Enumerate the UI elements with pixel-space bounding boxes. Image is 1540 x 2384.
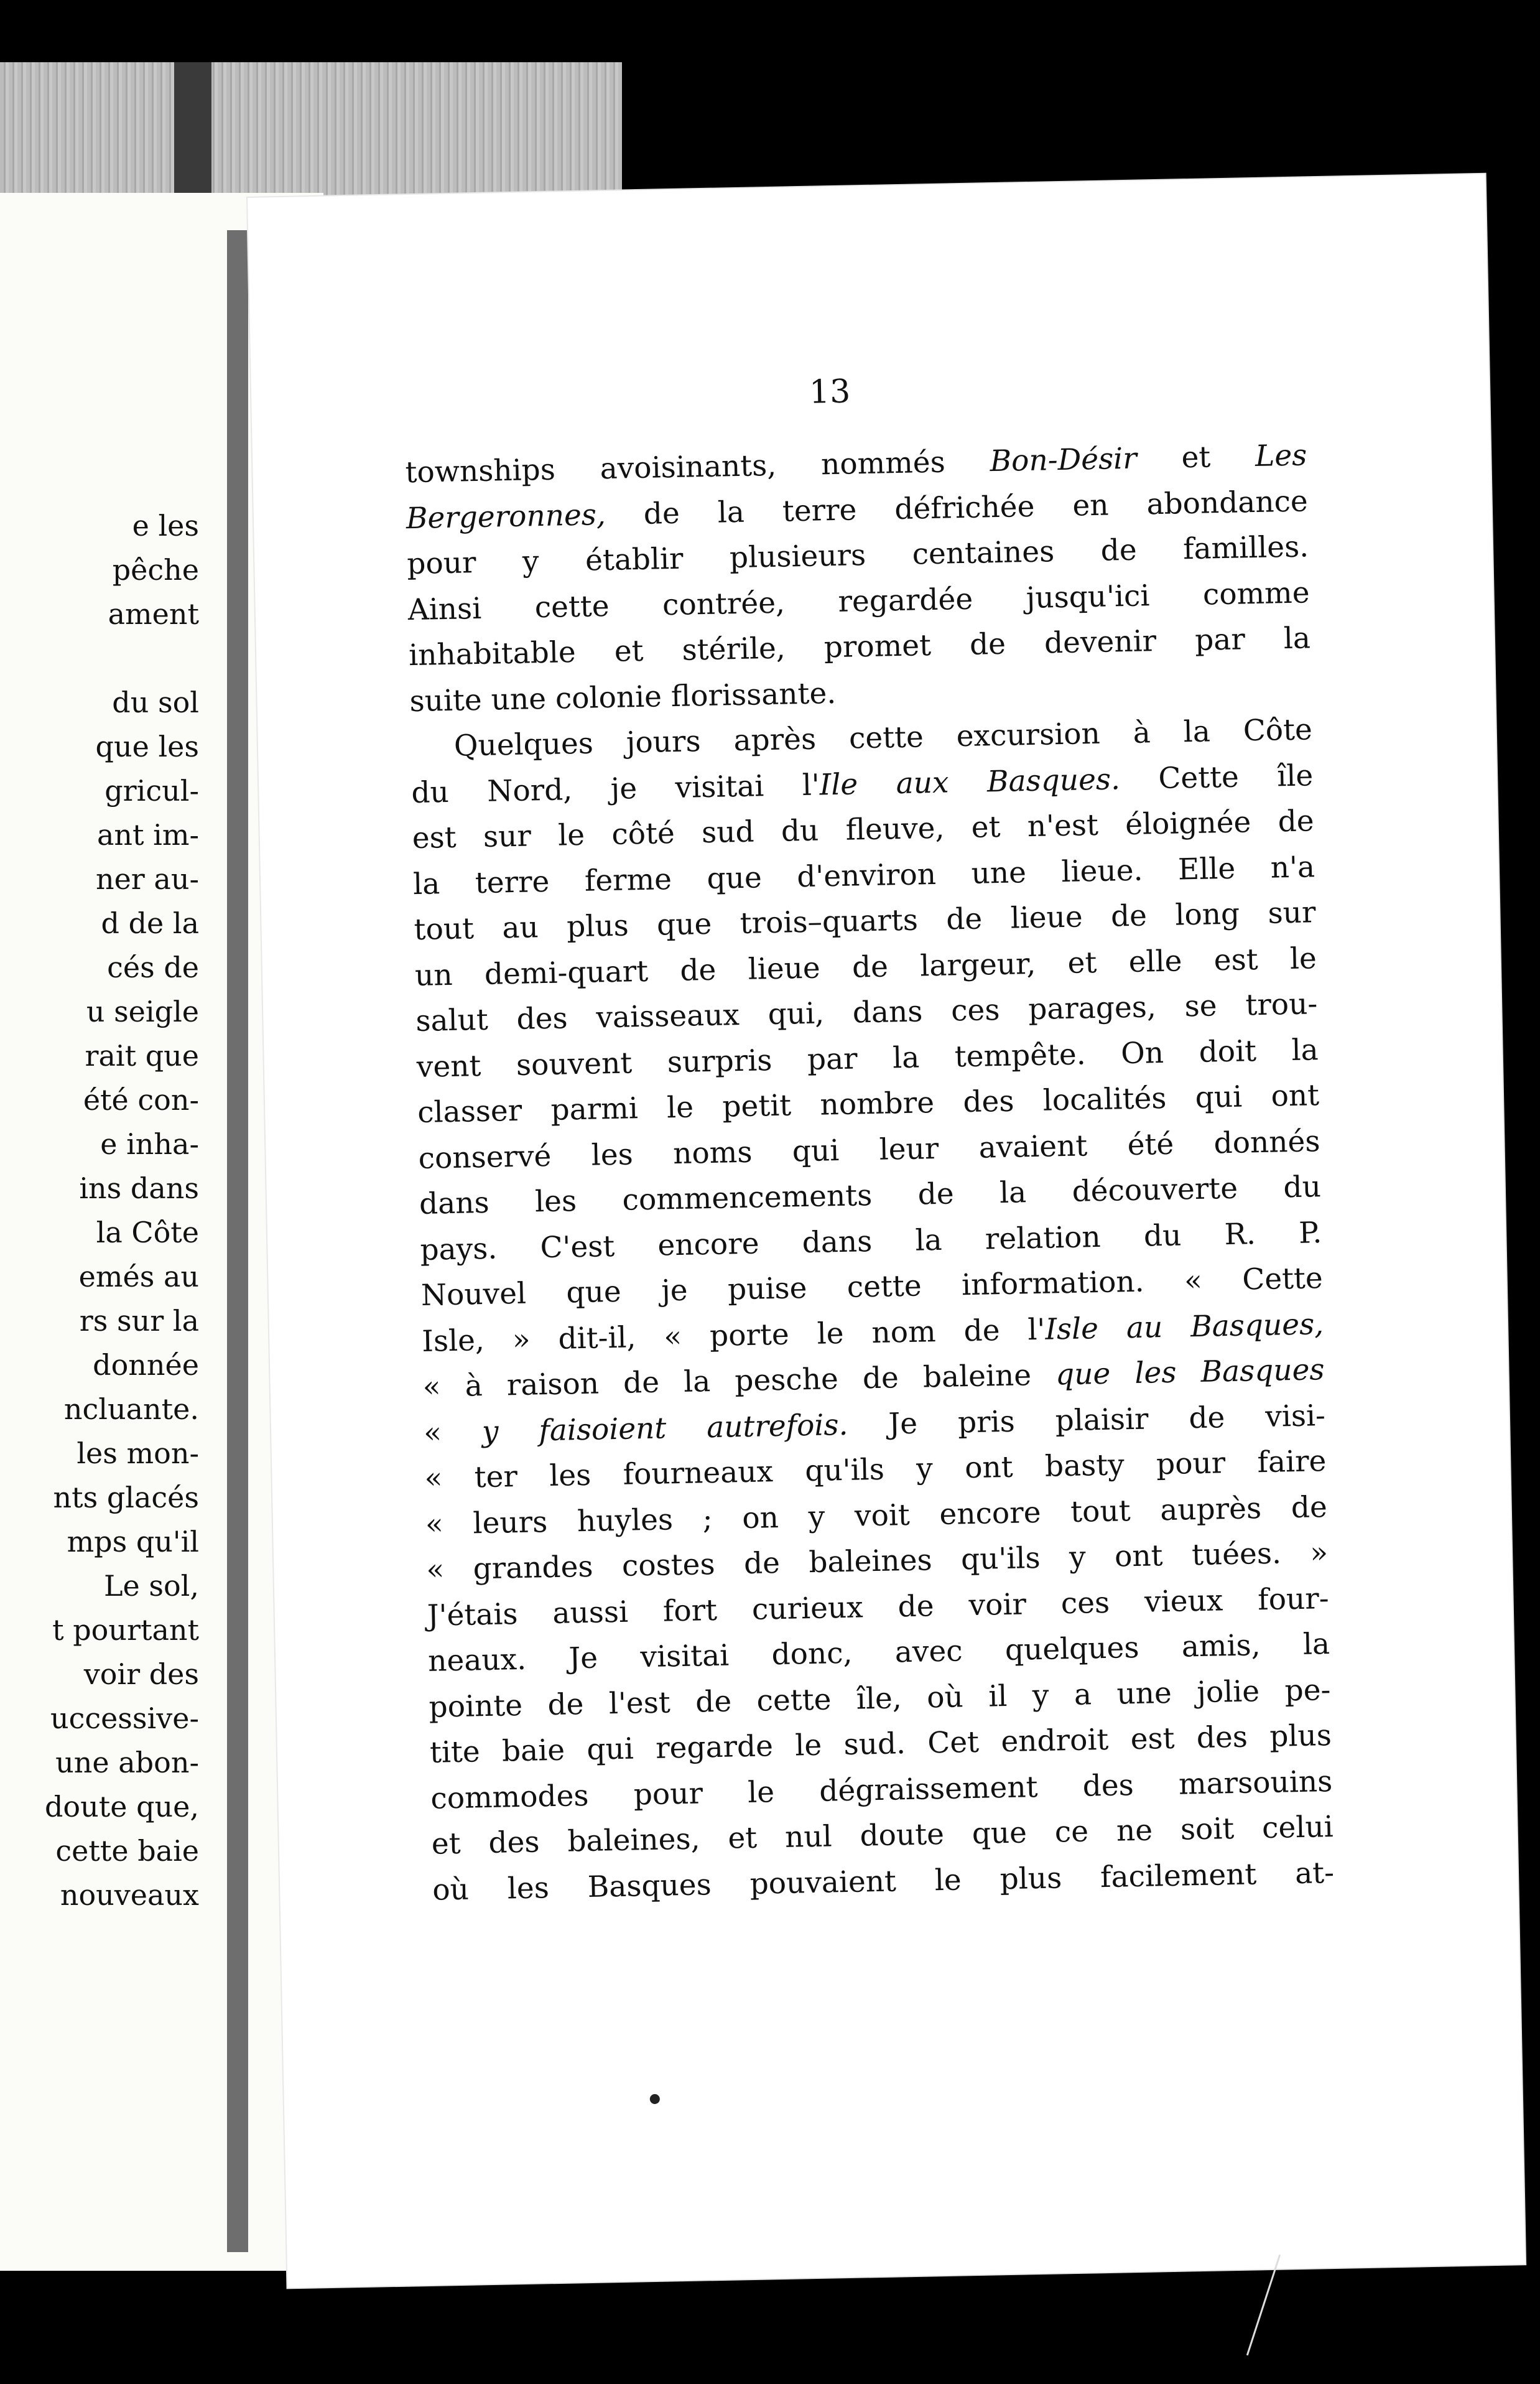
text-run: un demi-quart de lieue de largeur, et elle est le — [414, 941, 1317, 993]
left-page-fragment: Le sol, — [103, 1569, 199, 1603]
text-run: est sur le côté sud du fleuve, et n'est éloignée de — [412, 804, 1315, 856]
text-run: Nouvel que je puise cette information. « Cette — [420, 1261, 1324, 1313]
right-page — [248, 174, 1525, 2288]
left-page-fragment: donnée — [93, 1348, 199, 1382]
text-run: « grandes costes de baleines qu'ils y ont tuées. » — [425, 1535, 1329, 1587]
left-page-fragment: nouveaux — [60, 1878, 199, 1912]
left-page-fragment: e les — [132, 509, 199, 542]
italic-text-run: Isle au Basques, — [1044, 1306, 1324, 1347]
left-page-fragment: ner au- — [95, 862, 199, 896]
text-run: « ter les fourneaux qu'ils y ont basty pour faire — [424, 1444, 1327, 1496]
text-run: dans les commencements de la découverte du — [419, 1170, 1322, 1221]
left-page-fragment: la Côte — [96, 1216, 199, 1249]
left-page-fragment: voir des — [83, 1657, 199, 1691]
text-run: Isle, » dit-il, « porte le nom de l' — [421, 1312, 1046, 1359]
left-page-fragment: emés au — [78, 1260, 199, 1293]
text-run: Quelques jours après cette excursion à la Côte — [453, 712, 1313, 763]
text-run: conservé les noms qui leur avaient été donnés — [418, 1124, 1320, 1176]
text-run: et des baleines, et nul doute que ce ne soit celui — [431, 1809, 1334, 1861]
film-scratch — [1246, 2255, 1281, 2356]
left-page-fragment: ant im- — [96, 818, 199, 852]
left-page-fragment: ins dans — [79, 1171, 199, 1205]
italic-text-run: que les Basques — [1055, 1353, 1325, 1392]
page-body-text — [405, 432, 1335, 1912]
text-run: tite baie qui regarde le sud. Cet endroit est des plus — [429, 1718, 1332, 1770]
left-page-fragment: uccessive- — [50, 1702, 199, 1735]
left-page-fragment: rait que — [85, 1039, 199, 1073]
text-run: la terre ferme que d'environ une lieue. Elle n'a — [412, 849, 1315, 901]
text-run: pour y établir plusieurs centaines de familles. — [406, 529, 1309, 582]
page-gutter — [227, 230, 248, 2252]
text-run: inhabitable et stérile, promet de devenir par la — [408, 621, 1311, 673]
left-page-fragment: une abon- — [55, 1746, 199, 1779]
italic-text-run: y faisoient autrefois. — [481, 1407, 848, 1449]
left-page-fragment: ncluante. — [63, 1392, 199, 1426]
left-page-fragment: d de la — [101, 906, 199, 940]
left-page-fragment: doute que, — [44, 1790, 199, 1823]
text-run: pointe de l'est de cette île, où il y a une jolie pe- — [429, 1672, 1331, 1725]
text-run: suite une colonie florissante. — [409, 676, 837, 719]
text-run: et — [1136, 439, 1256, 476]
text-run: vent souvent surpris par la tempête. On doit la — [416, 1032, 1319, 1084]
left-page-fragment: t pourtant — [52, 1613, 199, 1647]
left-page-fragment: les mon- — [77, 1436, 199, 1470]
left-page-fragment: rs sur la — [79, 1304, 199, 1338]
text-run: Je pris plaisir de visi- — [847, 1398, 1326, 1442]
text-run: pays. C'est encore dans la relation du R. P. — [419, 1215, 1322, 1267]
left-page-fragment: ament — [108, 597, 199, 631]
left-page-fragment: gricul- — [104, 774, 199, 808]
text-run: salut des vaisseaux qui, dans ces parages, se trou- — [415, 987, 1318, 1039]
text-run: « leurs huyles ; on y voit encore tout auprès de — [425, 1489, 1328, 1542]
text-run: « — [423, 1414, 483, 1450]
italic-text-run: Les — [1255, 438, 1307, 473]
left-page-text — [12, 504, 199, 1917]
left-page-fragment: pêche — [112, 553, 199, 587]
ink-speck — [650, 2094, 660, 2104]
italic-text-run: Ile aux Basques. — [819, 761, 1121, 803]
italic-text-run: Bergeronnes, — [406, 497, 606, 536]
left-page-fragment: mps qu'il — [67, 1525, 199, 1558]
text-run: commodes pour le dégraissement des marsouins — [430, 1764, 1333, 1816]
italic-text-run: Bon-Désir — [990, 441, 1138, 479]
left-page-fragment: nts glacés — [53, 1481, 199, 1514]
text-run: tout au plus que trois–quarts de lieue de long sur — [414, 895, 1316, 948]
left-page-fragment: été con- — [83, 1083, 199, 1117]
left-page-fragment: du sol — [112, 686, 199, 719]
text-run: Ainsi cette contrée, regardée jusqu'ici comme — [407, 575, 1310, 627]
left-page-fragment: u seigle — [86, 995, 199, 1028]
left-page-fragment — [12, 636, 199, 681]
text-run: du Nord, je visitai l' — [411, 768, 820, 810]
binding-cloth — [0, 62, 622, 212]
left-page-fragment: que les — [95, 730, 199, 763]
text-run: neaux. Je visitai donc, avec quelques amis, la — [427, 1627, 1330, 1679]
text-run: « à raison de la pesche de baleine — [422, 1357, 1056, 1404]
left-page-fragment: cés de — [107, 951, 199, 984]
left-page-fragment: cette baie — [55, 1834, 199, 1868]
text-run: de la terre défrichée en abondance — [605, 483, 1309, 532]
text-run: où les Basques pouvaient le plus facilement at- — [432, 1855, 1335, 1907]
text-run: J'étais aussi fort curieux de voir ces vieux four- — [427, 1581, 1330, 1633]
text-run: townships avoisinants, nommés — [404, 444, 991, 490]
page-number: 13 — [809, 373, 851, 411]
left-page-fragment: e inha- — [100, 1127, 199, 1161]
text-run: Cette île — [1120, 758, 1314, 796]
text-run: classer parmi le petit nombre des localités qui ont — [417, 1078, 1320, 1130]
